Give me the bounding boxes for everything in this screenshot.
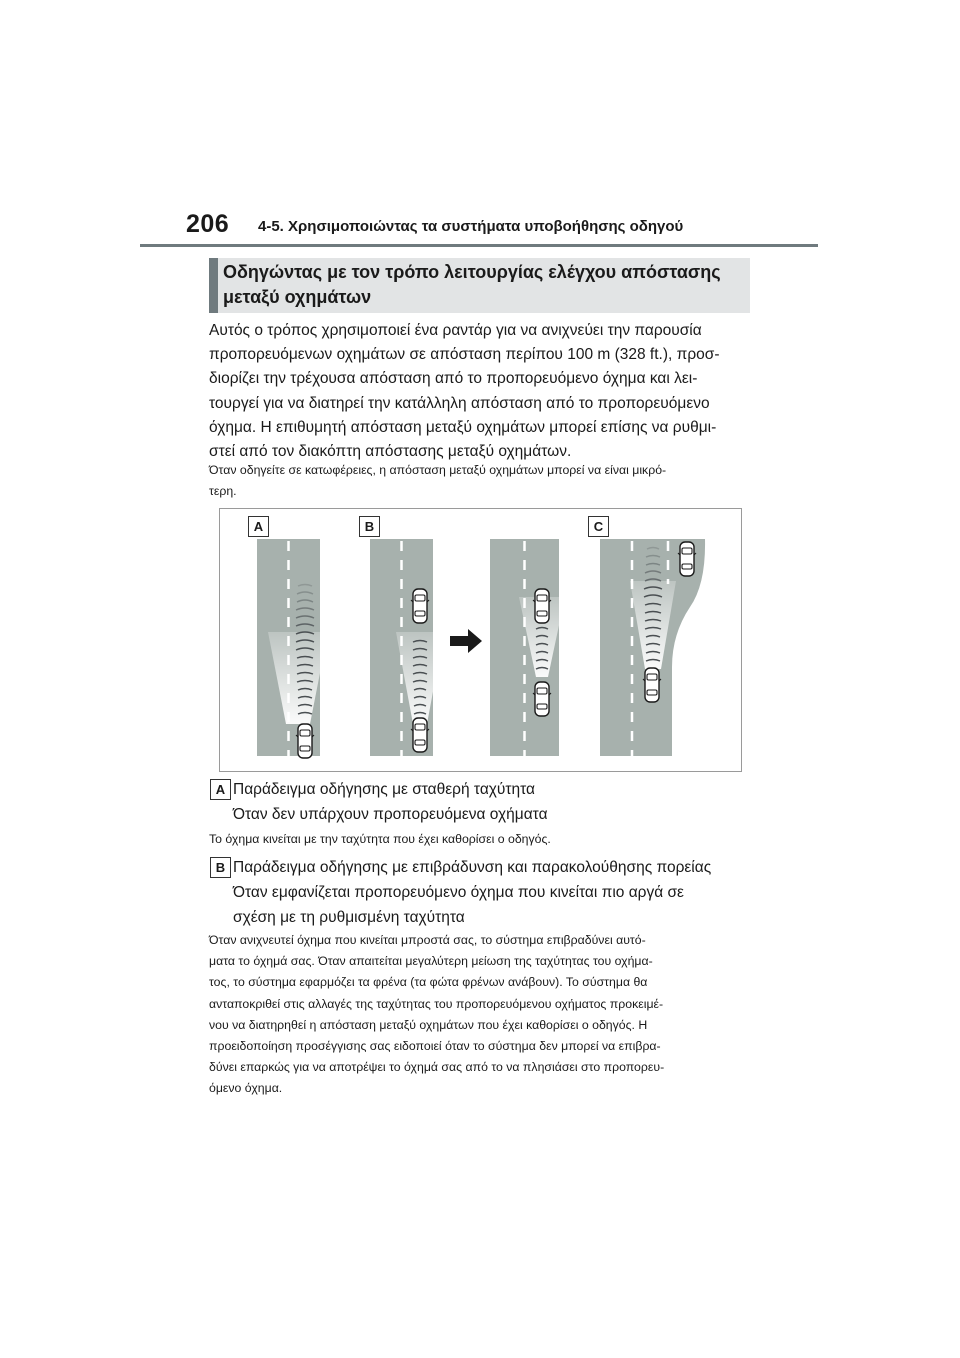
preceding-car — [533, 589, 551, 623]
intro-line: προπορευόμενων οχημάτων σε απόσταση περίπου 100 m (328 ft.), προσ- — [209, 346, 720, 364]
note-line: Όταν οδηγείτε σε κατωφέρειες, η απόσταση μεταξύ οχημάτων μπορεί να είναι μικρό- — [209, 463, 667, 477]
item-b-text-line: ματα το όχημά σας. Όταν απαιτείται μεγαλύτερη μείωση της ταχύτητας του οχήμα- — [209, 954, 653, 969]
item-badge-b: B — [210, 857, 231, 878]
transition-arrow — [450, 629, 482, 653]
section-heading-box — [209, 258, 750, 313]
intro-line: διορίζει την τρέχουσα απόσταση από το προπορευόμενο όχημα και λει- — [209, 370, 698, 388]
preceding-car — [411, 589, 429, 623]
scene-b — [370, 539, 444, 756]
section-title — [223, 260, 743, 310]
departing-car — [678, 542, 696, 576]
intro-line: στεί από τον διακόπτη απόστασης μεταξύ οχημάτων. — [209, 443, 572, 461]
figure-label-c: C — [588, 516, 609, 537]
item-b-text-line: δύνει επαρκώς για να αποτρέψει το όχημά σας από το να πλησιάσει στο προπορευ- — [209, 1060, 665, 1075]
own-car — [296, 724, 314, 758]
intro-line: όχημα. Η επιθυμητή απόσταση μεταξύ οχημάτων μπορεί επίσης να ρυθμι- — [209, 418, 717, 436]
page-number: 206 — [186, 210, 230, 238]
header-divider — [140, 244, 818, 247]
own-car — [533, 682, 551, 716]
item-b-text-line: νου να διατηρηθεί η απόσταση μεταξύ οχημάτων που έχει καθορίσει ο οδηγός. Η — [209, 1017, 648, 1032]
item-a-text-line: Το όχημα κινείται με την ταχύτητα που έχει καθορίσει ο οδηγός. — [209, 832, 551, 846]
item-badge-a: A — [210, 779, 231, 800]
item-b-title: Παράδειγμα οδήγησης με επιβράδυνση και παρακολούθησης πορείας — [233, 859, 712, 876]
note-line: τερη. — [209, 484, 237, 498]
item-b-text-line: Όταν ανιχνευτεί όχημα που κινείται μπροστά σας, το σύστημα επιβραδύνει αυτό- — [209, 933, 646, 947]
item-b-text-line: τος, το σύστημα εφαρμόζει τα φρένα (τα φώτα φρένων ανάβουν). Το σύστημα θα — [209, 975, 648, 990]
item-b-subtitle-line: Όταν εμφανίζεται προπορευόμενο όχημα που κινείται πιο αργά σε — [233, 884, 684, 901]
own-car — [411, 718, 429, 752]
item-b-subtitle-line: σχέση με τη ρυθμισμένη ταχύτητα — [233, 908, 465, 926]
item-a-subtitle — [233, 803, 753, 828]
item-b-text — [209, 930, 754, 1100]
intro-line: τουργεί για να διατηρεί την κατάλληλη απόσταση από το προπορευόμενο — [209, 394, 710, 412]
scene-c — [600, 539, 705, 756]
road-scenes — [220, 509, 741, 771]
section-title-line-1: Οδηγώντας με τον τρόπο λειτουργίας ελέγχου απόστασης — [223, 262, 721, 282]
own-car — [643, 668, 661, 702]
item-b-text-line: όμενο όχημα. — [209, 1081, 283, 1096]
intro-line: Αυτός ο τρόπος χρησιμοποιεί ένα ραντάρ για να ανιχνεύει την παρουσία — [209, 322, 702, 339]
item-b-subtitle — [233, 881, 753, 930]
item-a-title: Παράδειγμα οδήγησης με σταθερή ταχύτητα — [233, 781, 536, 798]
section-accent-bar — [209, 258, 218, 313]
acc-illustration — [219, 508, 742, 772]
figure-label-a: A — [248, 516, 269, 537]
item-b-text-line: ανταποκριθεί στις αλλαγές της ταχύτητας του προπορευόμενου οχήματος προκειμέ- — [209, 996, 664, 1011]
section-title-line-2: μεταξύ οχημάτων — [223, 287, 372, 307]
item-a-subtitle-line: Όταν δεν υπάρχουν προπορευόμενα οχήματα — [233, 806, 548, 823]
item-a-text — [209, 829, 754, 850]
note-paragraph — [209, 460, 754, 502]
scene-b-after — [490, 539, 565, 756]
scene-a — [257, 539, 328, 758]
figure-label-b: B — [359, 516, 380, 537]
chapter-header: 4-5. Χρησιμοποιώντας τα συστήματα υποβοήθησης οδηγού — [258, 218, 684, 235]
intro-paragraph — [209, 319, 754, 464]
item-b-text-line: προειδοποίηση προσέγγισης σας ειδοποιεί όταν το σύστημα δεν μπορεί να επιβρα- — [209, 1039, 661, 1054]
